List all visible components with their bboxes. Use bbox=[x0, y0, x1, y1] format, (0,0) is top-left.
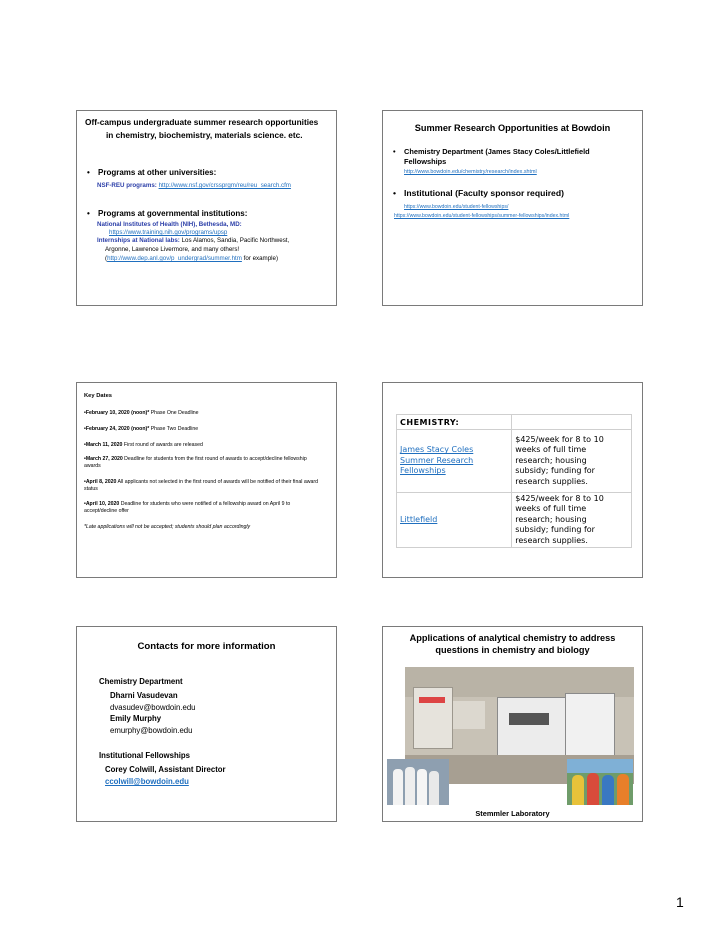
key-date-item: •March 11, 2020 First round of awards are released bbox=[84, 442, 203, 448]
fellowship-table bbox=[396, 414, 632, 548]
anl-prefix: ( bbox=[105, 255, 108, 262]
contact-name: Corey Colwill, Assistant Director bbox=[105, 765, 226, 774]
desc-line: research supplies. bbox=[515, 535, 588, 545]
labs-label: Internships at National labs: bbox=[97, 237, 180, 244]
coles-link-line3[interactable]: Fellowships bbox=[400, 466, 446, 476]
slide-offcampus bbox=[76, 110, 337, 306]
key-dates-title: Key Dates bbox=[84, 393, 113, 399]
coles-link-line1[interactable]: James Stacy Coles bbox=[400, 445, 474, 455]
labs-text: Los Alamos, Sandia, Pacific Northwest, bbox=[181, 237, 290, 244]
slide1-bullet-universities: • Programs at other universities: bbox=[98, 168, 216, 177]
slide1-title-line2: in chemistry, biochemistry, materials science. etc. bbox=[106, 130, 303, 140]
labs-line bbox=[97, 237, 289, 244]
nsf-link[interactable]: http://www.nsf.gov/crssprgm/reu/reu_search.cfm bbox=[158, 182, 291, 189]
student-fellowships-link[interactable]: https://www.bowdoin.edu/student-fellowships/ bbox=[404, 204, 509, 210]
slide-bowdoin-opportunities bbox=[382, 110, 643, 306]
coles-link-line2[interactable]: Summer Research bbox=[400, 455, 474, 465]
slide6-title-line1: Applications of analytical chemistry to address bbox=[409, 633, 616, 643]
contact-name: Dharni Vasudevan bbox=[110, 691, 178, 700]
table-header: CHEMISTRY: bbox=[397, 415, 512, 430]
late-note: *Late applications will not be accepted; students should plan accordingly bbox=[84, 524, 251, 530]
slide-analytical-chemistry bbox=[382, 626, 643, 822]
nsf-label: NSF-REU programs: bbox=[97, 182, 157, 189]
slide1-bullet-government: • Programs at governmental institutions: bbox=[98, 209, 247, 218]
chem-dept-heading: Chemistry Department bbox=[99, 677, 183, 686]
summer-fellowships-link[interactable]: https://www.bowdoin.edu/student-fellowships/summer-fellowships/index.html bbox=[394, 213, 570, 219]
slide2-bullet-institutional: • Institutional (Faculty sponsor required) bbox=[404, 188, 564, 198]
contact-email[interactable]: dvasudev@bowdoin.edu bbox=[110, 703, 196, 712]
desc-line: $425/week for 8 to 10 bbox=[515, 434, 604, 444]
anl-line bbox=[105, 255, 278, 262]
nih-label: National Institutes of Health (NIH), Bethesda, MD: bbox=[97, 221, 242, 228]
slide2-title: Summer Research Opportunities at Bowdoin bbox=[414, 123, 611, 133]
table-row bbox=[397, 430, 632, 493]
labs-text2: Argonne, Lawrence Livermore, and many others! bbox=[105, 246, 240, 253]
lab-caption: Stemmler Laboratory bbox=[475, 809, 550, 818]
slide1-title-line1: Off-campus undergraduate summer research opportunities bbox=[85, 117, 319, 127]
littlefield-link[interactable]: Littlefield bbox=[400, 514, 438, 524]
slide2-bullet1-line1: • Chemistry Department (James Stacy Coles/Littlefield bbox=[404, 147, 590, 156]
key-date-item: •March 27, 2020 Deadline for students from the first round of awards to accept/decline fellowship awards bbox=[84, 456, 307, 469]
contacts-title: Contacts for more information bbox=[137, 641, 276, 652]
desc-line: research supplies. bbox=[515, 476, 588, 486]
desc-line: subsidy; funding for bbox=[515, 525, 595, 535]
nih-link[interactable]: https://www.training.nih.gov/programs/upsp bbox=[109, 229, 228, 236]
desc-line: research; housing bbox=[515, 514, 587, 524]
slide6-title-line2: questions in chemistry and biology bbox=[435, 645, 590, 655]
desc-line: research; housing bbox=[515, 455, 587, 465]
nsf-line bbox=[97, 182, 291, 189]
contact-email[interactable]: emurphy@bowdoin.edu bbox=[110, 726, 193, 735]
table-header-empty bbox=[512, 415, 632, 430]
field-group-photo bbox=[567, 759, 633, 805]
desc-line: subsidy; funding for bbox=[515, 466, 595, 476]
key-date-item: •April 8, 2020 All applicants not selected in the first round of awards will be notified of their final award status bbox=[84, 479, 318, 492]
fellowship-name bbox=[397, 430, 512, 493]
desc-line: weeks of full time bbox=[515, 504, 587, 514]
contact-email-link[interactable]: ccolwill@bowdoin.edu bbox=[105, 777, 189, 786]
key-date-item: •April 10, 2020 Deadline for students who were notified of a fellowship award on April 9 to accept/decline offer bbox=[84, 501, 291, 514]
key-date-item: •February 24, 2020 (noon)* Phase Two Deadline bbox=[84, 426, 199, 432]
slide6-title bbox=[383, 632, 642, 656]
fellowship-desc bbox=[512, 493, 632, 548]
inst-fellowships-heading: Institutional Fellowships bbox=[99, 751, 190, 760]
slide-contacts bbox=[76, 626, 337, 822]
key-date-item: •February 10, 2020 (noon)* Phase One Deadline bbox=[84, 410, 199, 416]
table-row bbox=[397, 493, 632, 548]
anl-suffix: for example) bbox=[243, 255, 279, 262]
desc-line: weeks of full time bbox=[515, 445, 587, 455]
page-number: 1 bbox=[676, 894, 684, 910]
slide-key-dates bbox=[76, 382, 337, 578]
desc-line: $425/week for 8 to 10 bbox=[515, 493, 604, 503]
key-dates-list bbox=[84, 410, 324, 531]
fellowship-name bbox=[397, 493, 512, 548]
slide-chemistry-table bbox=[382, 382, 643, 578]
slide2-bullet-chemistry bbox=[404, 147, 590, 166]
anl-link[interactable]: http://www.dep.anl.gov/p_undergrad/summer.htm bbox=[107, 255, 242, 262]
fellowship-desc bbox=[512, 430, 632, 493]
slide2-bullet1-line2: Fellowships bbox=[404, 156, 447, 166]
contact-name: Emily Murphy bbox=[110, 714, 162, 723]
chem-research-link[interactable]: http://www.bowdoin.edu/chemistry/research/index.shtml bbox=[404, 169, 537, 175]
students-photo bbox=[387, 759, 449, 805]
